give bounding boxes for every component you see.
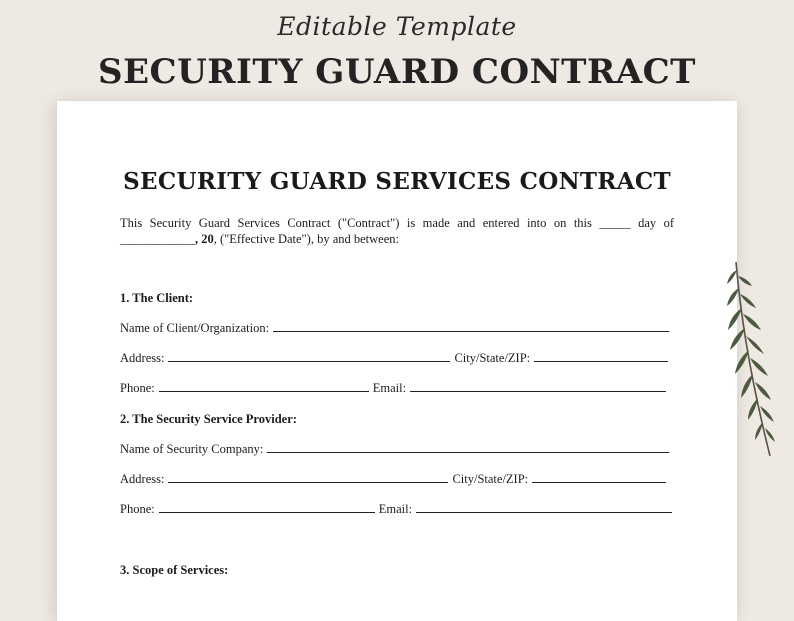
provider-address-label: Address: [120, 472, 165, 486]
intro-text-1: This Security Guard Services Contract ("Contract") is made and entered into on this _____ day of ____________ [120, 216, 674, 246]
banner-title: SECURITY GUARD CONTRACT [98, 52, 696, 92]
provider-name-row [120, 442, 669, 457]
document-page [57, 101, 737, 621]
intro-year: , 20 [195, 232, 214, 246]
client-email-field[interactable] [410, 381, 666, 392]
client-phone-label: Phone: [120, 381, 155, 395]
client-name-label: Name of Client/Organization: [120, 321, 270, 335]
section-client-heading: 1. The Client: [120, 291, 194, 305]
provider-email-field[interactable] [416, 502, 672, 513]
provider-email-label: Email: [378, 502, 413, 516]
client-address-field[interactable] [168, 351, 450, 362]
provider-phone-field[interactable] [159, 502, 375, 513]
provider-address-row [120, 472, 666, 487]
provider-city-label: City/State/ZIP: [452, 472, 529, 486]
provider-phone-row [120, 502, 672, 517]
client-email-label: Email: [372, 381, 407, 395]
provider-name-field[interactable] [267, 442, 669, 453]
rosemary-sprig-icon [722, 258, 780, 462]
provider-city-field[interactable] [532, 472, 666, 483]
intro-text-2: , ("Effective Date"), by and between: [213, 232, 399, 246]
client-phone-row [120, 381, 666, 396]
provider-name-label: Name of Security Company: [120, 442, 264, 456]
banner-script-title: Editable Template [277, 12, 517, 41]
client-name-field[interactable] [273, 321, 669, 332]
section-scope-heading: 3. Scope of Services: [120, 563, 229, 577]
intro-paragraph [120, 215, 674, 247]
client-address-label: Address: [120, 351, 165, 365]
section-provider-heading: 2. The Security Service Provider: [120, 412, 297, 426]
provider-address-field[interactable] [168, 472, 448, 483]
document-title: SECURITY GUARD SERVICES CONTRACT [123, 168, 671, 195]
client-address-row [120, 351, 668, 366]
client-city-label: City/State/ZIP: [454, 351, 531, 365]
provider-phone-label: Phone: [120, 502, 155, 516]
client-name-row [120, 321, 669, 336]
client-phone-field[interactable] [159, 381, 369, 392]
client-city-field[interactable] [534, 351, 668, 362]
